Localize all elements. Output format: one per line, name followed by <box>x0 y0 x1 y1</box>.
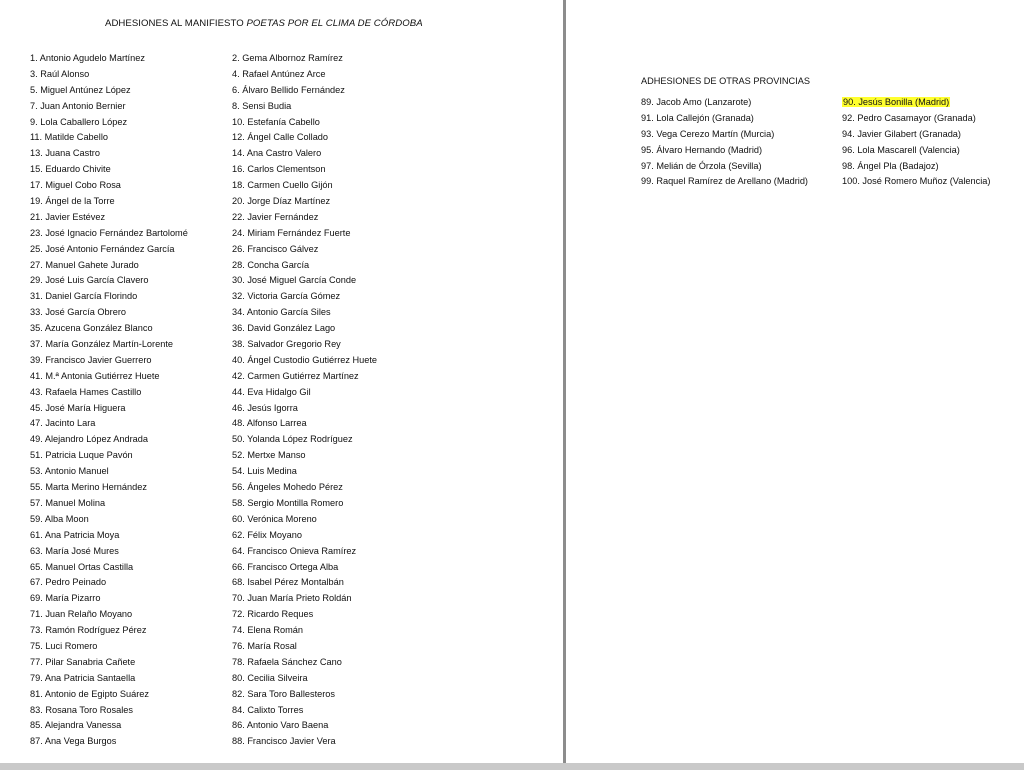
list-item <box>30 289 188 305</box>
list-item-text: 11. Matilde Cabello <box>30 132 108 143</box>
list-item <box>232 591 377 607</box>
list-item <box>232 544 377 560</box>
list-item <box>842 95 990 111</box>
list-item <box>30 512 188 528</box>
list-item <box>232 687 377 703</box>
signatories-column-even <box>232 51 377 750</box>
list-item-text: 27. Manuel Gahete Jurado <box>30 259 139 270</box>
list-item-text: 93. Vega Cerezo Martín (Murcia) <box>641 128 775 139</box>
list-item <box>30 544 188 560</box>
list-item <box>30 607 188 623</box>
list-item <box>232 273 377 289</box>
list-item <box>232 162 377 178</box>
list-item-text: 76. María Rosal <box>232 640 297 651</box>
list-item <box>232 115 377 131</box>
list-item-text: 30. José Miguel García Conde <box>232 275 357 286</box>
list-item <box>30 178 188 194</box>
list-item-text: 1. Antonio Agudelo Martínez <box>30 53 145 63</box>
list-item-text: 50. Yolanda López Rodríguez <box>232 434 353 445</box>
list-item-text: 34. Antonio García Siles <box>232 307 331 318</box>
list-item-text: 55. Marta Merino Hernández <box>30 482 147 493</box>
list-item <box>30 671 188 687</box>
list-item <box>30 464 188 480</box>
signatories-column-odd <box>30 51 188 750</box>
list-item-text: 29. José Luis García Clavero <box>30 275 149 286</box>
list-item <box>30 448 188 464</box>
list-item-text: 53. Antonio Manuel <box>30 466 109 477</box>
list-item-text: 18. Carmen Cuello Gijón <box>232 180 333 191</box>
list-item-text: 65. Manuel Ortas Castilla <box>30 561 134 572</box>
list-item <box>30 480 188 496</box>
list-item <box>641 127 808 143</box>
list-item-text: 9. Lola Caballero López <box>30 116 128 127</box>
list-item-text: 56. Ángeles Mohedo Pérez <box>232 482 343 493</box>
list-item <box>30 242 188 258</box>
list-item <box>30 385 188 401</box>
list-item-text: 32. Victoria García Gómez <box>232 291 341 302</box>
list-item-text: 88. Francisco Javier Vera <box>232 736 336 747</box>
list-item-text: 64. Francisco Onieva Ramírez <box>232 545 357 556</box>
list-item <box>232 369 377 385</box>
list-item <box>641 174 808 190</box>
list-item <box>232 210 377 226</box>
list-item <box>232 51 377 67</box>
list-item <box>30 162 188 178</box>
list-item-text: 21. Javier Estévez <box>30 211 106 222</box>
list-item <box>30 51 188 67</box>
list-item-text: 47. Jacinto Lara <box>30 418 96 429</box>
list-item-text: 5. Miguel Antúnez López <box>30 84 131 95</box>
list-item <box>30 130 188 146</box>
list-item-text: 38. Salvador Gregorio Rey <box>232 339 341 350</box>
list-item <box>30 528 188 544</box>
list-item <box>641 95 808 111</box>
list-item-text: 2. Gema Albornoz Ramírez <box>232 53 343 63</box>
list-item <box>30 226 188 242</box>
list-item-text: 85. Alejandra Vanessa <box>30 720 122 731</box>
list-item-text: 52. Mertxe Manso <box>232 450 306 461</box>
list-item-text: 44. Eva Hidalgo Gil <box>232 386 311 397</box>
list-item-text: 77. Pilar Sanabria Cañete <box>30 656 136 667</box>
list-item-text: 33. José García Obrero <box>30 307 127 318</box>
list-item-text: 86. Antonio Varo Baena <box>232 720 329 731</box>
list-item-text: 17. Miguel Cobo Rosa <box>30 180 121 191</box>
list-item <box>232 258 377 274</box>
list-item-text: 66. Francisco Ortega Alba <box>232 561 339 572</box>
list-item-text: 6. Álvaro Bellido Fernández <box>232 84 345 95</box>
list-item <box>232 130 377 146</box>
list-item-text: 75. Luci Romero <box>30 640 98 651</box>
list-item-text: 67. Pedro Peinado <box>30 577 107 588</box>
list-item-text: 16. Carlos Clementson <box>232 164 326 175</box>
provinces-column-odd <box>641 95 808 190</box>
list-item <box>30 734 188 750</box>
list-item <box>232 432 377 448</box>
list-item <box>30 353 188 369</box>
list-item <box>641 143 808 159</box>
list-item-text: 84. Calixto Torres <box>232 704 304 715</box>
list-item <box>232 401 377 417</box>
list-item <box>232 242 377 258</box>
right-page <box>566 0 1024 763</box>
list-item-text: 48. Alfonso Larrea <box>232 418 307 429</box>
list-item <box>232 353 377 369</box>
list-item <box>30 146 188 162</box>
list-item <box>232 67 377 83</box>
list-item-text: 51. Patricia Luque Pavón <box>30 450 133 461</box>
list-item-text: 45. José María Higuera <box>30 402 126 413</box>
list-item-text: 97. Melián de Órzola (Sevilla) <box>641 160 762 171</box>
list-item <box>232 623 377 639</box>
list-item <box>30 703 188 719</box>
list-item-text: 62. Félix Moyano <box>232 529 302 540</box>
list-item-text: 40. Ángel Custodio Gutiérrez Huete <box>232 354 378 365</box>
list-item-text: 28. Concha García <box>232 259 310 270</box>
list-item <box>30 718 188 734</box>
list-item <box>232 575 377 591</box>
list-item-text: 71. Juan Relaño Moyano <box>30 609 133 620</box>
list-item <box>842 111 990 127</box>
list-item-text: 46. Jesús Igorra <box>232 402 298 413</box>
title-prefix: ADHESIONES AL MANIFIESTO <box>105 18 247 29</box>
list-item-text: 20. Jorge Díaz Martínez <box>232 196 331 207</box>
list-item <box>30 115 188 131</box>
list-item-text: 80. Cecilia Silveira <box>232 672 308 683</box>
list-item <box>30 575 188 591</box>
list-item-text: 74. Elena Román <box>232 625 303 636</box>
list-item <box>232 512 377 528</box>
list-item-text: 14. Ana Castro Valero <box>232 148 322 159</box>
list-item <box>30 305 188 321</box>
list-item-text: 3. Raúl Alonso <box>30 68 90 79</box>
highlighted-list-item-text: 90. Jesús Bonilla (Madrid) <box>843 97 950 107</box>
list-item-text: 83. Rosana Toro Rosales <box>30 704 133 715</box>
list-item-text: 91. Lola Callejón (Granada) <box>641 112 754 123</box>
list-item <box>30 99 188 115</box>
list-item-text: 24. Miriam Fernández Fuerte <box>232 227 351 238</box>
list-item <box>30 194 188 210</box>
list-item <box>232 337 377 353</box>
list-item-text: 42. Carmen Gutiérrez Martínez <box>232 370 359 381</box>
list-item-text: 99. Raquel Ramírez de Arellano (Madrid) <box>641 176 808 187</box>
list-item-text: 36. David González Lago <box>232 323 336 334</box>
list-item <box>232 305 377 321</box>
list-item <box>232 226 377 242</box>
list-item-text: 8. Sensi Budia <box>232 100 292 111</box>
list-item-text: 78. Rafaela Sánchez Cano <box>232 656 342 667</box>
list-item-text: 54. Luis Medina <box>232 466 297 477</box>
list-item-text: 7. Juan Antonio Bernier <box>30 100 126 111</box>
list-item <box>641 159 808 175</box>
list-item <box>30 83 188 99</box>
list-item <box>842 143 990 159</box>
list-item <box>232 607 377 623</box>
list-item <box>30 432 188 448</box>
list-item <box>30 210 188 226</box>
list-item-text: 26. Francisco Gálvez <box>232 243 319 254</box>
list-item <box>232 639 377 655</box>
list-item-text: 72. Ricardo Reques <box>232 609 314 620</box>
list-item <box>30 273 188 289</box>
list-item-text: 58. Sergio Montilla Romero <box>232 497 344 508</box>
list-item-text: 43. Rafaela Hames Castillo <box>30 386 142 397</box>
list-item <box>232 464 377 480</box>
list-item-text: 81. Antonio de Egipto Suárez <box>30 688 150 699</box>
list-item <box>232 289 377 305</box>
list-item <box>232 718 377 734</box>
list-item <box>232 99 377 115</box>
list-item-text: 59. Alba Moon <box>30 513 89 524</box>
list-item-text: 22. Javier Fernández <box>232 211 319 222</box>
list-item <box>30 496 188 512</box>
list-item <box>30 591 188 607</box>
list-item-text: 89. Jacob Amo (Lanzarote) <box>641 97 752 107</box>
section-title-other-provinces: ADHESIONES DE OTRAS PROVINCIAS <box>641 76 810 86</box>
list-item <box>30 623 188 639</box>
list-item-text: 70. Juan María Prieto Roldán <box>232 593 352 604</box>
list-item-text: 92. Pedro Casamayor (Granada) <box>842 112 976 123</box>
list-item <box>842 159 990 175</box>
list-item-text: 69. María Pizarro <box>30 593 101 604</box>
list-item-text: 10. Estefanía Cabello <box>232 116 320 127</box>
list-item-text: 94. Javier Gilabert (Granada) <box>842 128 961 139</box>
list-item <box>232 178 377 194</box>
list-item <box>30 639 188 655</box>
list-item-text: 35. Azucena González Blanco <box>30 323 153 334</box>
list-item-text: 57. Manuel Molina <box>30 497 106 508</box>
list-item <box>842 174 990 190</box>
list-item <box>232 194 377 210</box>
list-item-text: 23. José Ignacio Fernández Bartolomé <box>30 227 188 238</box>
list-item-text: 31. Daniel García Florindo <box>30 291 138 302</box>
list-item-text: 60. Verónica Moreno <box>232 513 317 524</box>
list-item <box>842 127 990 143</box>
list-item-text: 63. María José Mures <box>30 545 119 556</box>
viewer-bottom-edge <box>0 763 1024 770</box>
list-item <box>232 734 377 750</box>
list-item <box>232 655 377 671</box>
list-item <box>30 401 188 417</box>
list-item <box>232 146 377 162</box>
list-item-text: 15. Eduardo Chivite <box>30 164 111 175</box>
document-title <box>105 18 423 29</box>
list-item-text: 98. Ángel Pla (Badajoz) <box>842 160 939 171</box>
list-item-text: 39. Francisco Javier Guerrero <box>30 354 152 365</box>
list-item-text: 95. Álvaro Hernando (Madrid) <box>641 144 763 155</box>
list-item-text: 49. Alejandro López Andrada <box>30 434 149 445</box>
list-item <box>232 83 377 99</box>
list-item <box>30 416 188 432</box>
list-item-text: 82. Sara Toro Ballesteros <box>232 688 335 699</box>
list-item-text: 100. José Romero Muñoz (Valencia) <box>842 176 991 187</box>
list-item <box>30 258 188 274</box>
title-italic: POETAS POR EL CLIMA DE CÓRDOBA <box>246 18 423 29</box>
list-item <box>232 496 377 512</box>
list-item-text: 25. José Antonio Fernández García <box>30 243 175 254</box>
list-item-text: 61. Ana Patricia Moya <box>30 529 120 540</box>
list-item-text: 4. Rafael Antúnez Arce <box>232 68 326 79</box>
list-item-text: 12. Ángel Calle Collado <box>232 132 329 143</box>
list-item <box>232 671 377 687</box>
list-item <box>30 560 188 576</box>
list-item <box>30 337 188 353</box>
list-item <box>232 703 377 719</box>
list-item <box>30 369 188 385</box>
list-item <box>30 67 188 83</box>
list-item <box>232 321 377 337</box>
list-item <box>232 480 377 496</box>
list-item <box>641 111 808 127</box>
list-item <box>30 687 188 703</box>
list-item-text: 37. María González Martín-Lorente <box>30 339 173 350</box>
list-item <box>232 560 377 576</box>
list-item-text: 68. Isabel Pérez Montalbán <box>232 577 344 588</box>
list-item-text: 19. Ángel de la Torre <box>30 196 115 207</box>
list-item <box>30 655 188 671</box>
list-item <box>30 321 188 337</box>
list-item-text: 96. Lola Mascarell (Valencia) <box>842 144 960 155</box>
list-item-text: 41. M.ª Antonia Gutiérrez Huete <box>30 370 160 381</box>
list-item-text: 79. Ana Patricia Santaella <box>30 672 136 683</box>
list-item-text: 73. Ramón Rodríguez Pérez <box>30 625 147 636</box>
provinces-column-even <box>842 95 990 190</box>
list-item <box>232 385 377 401</box>
list-item <box>232 416 377 432</box>
list-item-text: 13. Juana Castro <box>30 148 100 159</box>
list-item <box>232 448 377 464</box>
list-item-text: 87. Ana Vega Burgos <box>30 736 117 747</box>
list-item <box>232 528 377 544</box>
